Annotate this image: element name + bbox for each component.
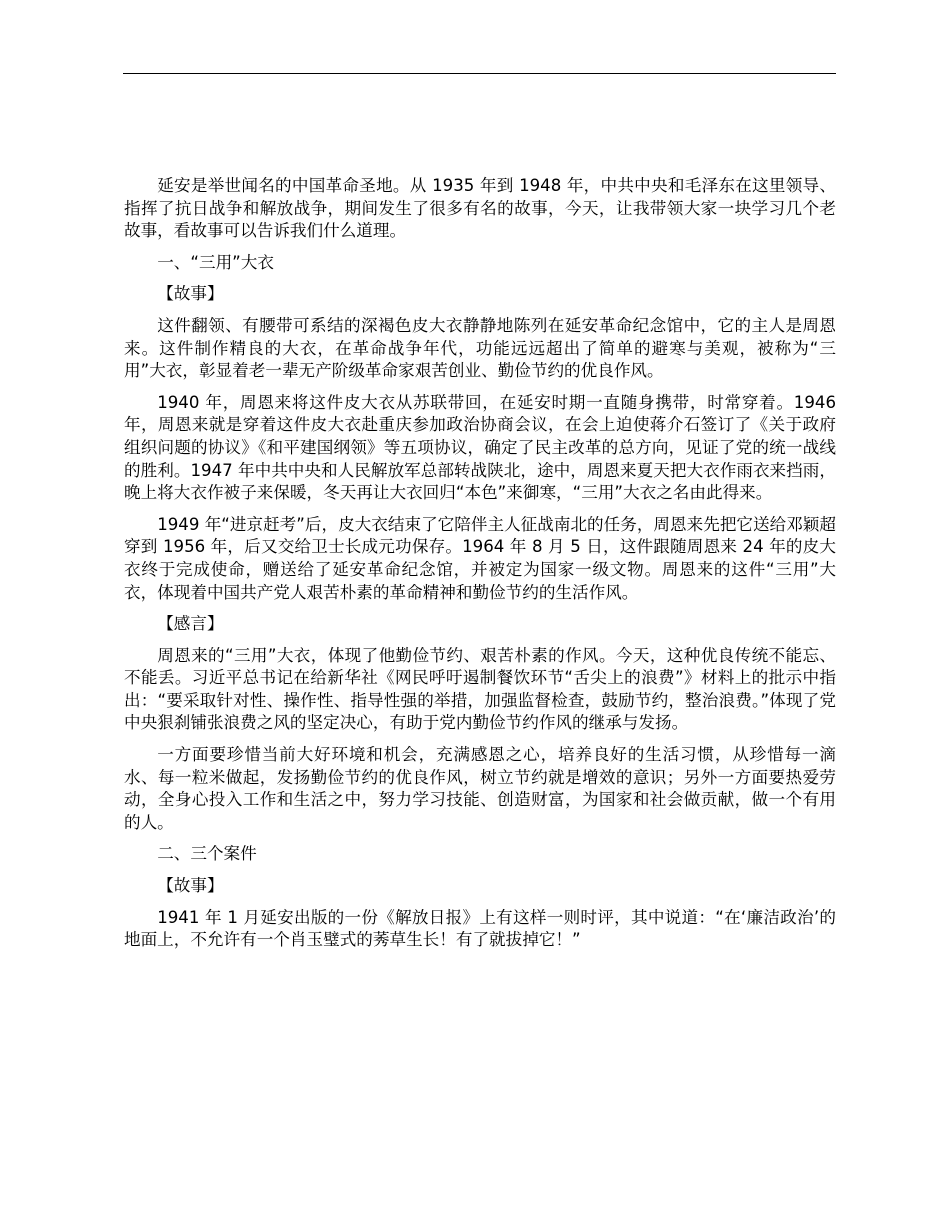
paragraph: 这件翻领、有腰带可系结的深褐色皮大衣静静地陈列在延安革命纪念馆中，它的主人是周恩来。这件制作精良的大衣，在革命战争年代，功能远远超出了简单的避寒与美观，被称为“三用”大衣，彰显着老一辈无产阶级革命家艰苦创业、勤俭节约的优良作风。 (124, 315, 836, 381)
header-rule (123, 73, 836, 74)
document-body (124, 175, 836, 961)
paragraph: 一方面要珍惜当前大好环境和机会，充满感恩之心，培养良好的生活习惯，从珍惜每一滴水、每一粒米做起，发扬勤俭节约的优良作风，树立节约就是增效的意识；另外一方面要热爱劳动，全身心投入工作和生活之中，努力学习技能、创造财富，为国家和社会做贡献，做一个有用的人。 (124, 745, 836, 832)
subheading-story: 【故事】 (157, 876, 224, 896)
paragraph: 1941 年 1 月延安出版的一份《解放日报》上有这样一则时评，其中说道：“在‘廉洁政治’的地面上，不允许有一个肖玉璧式的莠草生长！有了就拔掉它！” (124, 907, 836, 950)
paragraph: 周恩来的“三用”大衣，体现了他勤俭节约、艰苦朴素的作风。今天，这种优良传统不能忘、不能丢。习近平总书记在给新华社《网民呼吁遏制餐饮环节“舌尖上的浪费”》材料上的批示中指出：“要采取针对性、操作性、指导性强的举措，加强监督检查，鼓励节约，整治浪费。”体现了党中央狠刹铺张浪费之风的坚定决心，有助于党内勤俭节约作风的继承与发扬。 (124, 645, 836, 733)
paragraph: 1940 年，周恩来将这件皮大衣从苏联带回，在延安时期一直随身携带，时常穿着。1946 年，周恩来就是穿着这件皮大衣赴重庆参加政治协商会议，在会上迫使蒋介石签订了《关于政府组织问题的协议》《和平建国纲领》等五项协议，确定了民主改革的总方向，见证了党的统一战线的胜利。1947 年中共中央和人民解放军总部转战陕北，途中，周恩来夏天把大衣作雨衣来挡雨，晚上将大衣作被子来保暖，冬天再让大衣回归“本色”来御寒，“三用”大衣之名由此得来。 (124, 392, 836, 503)
section-heading-coat: 一、“三用”大衣 (157, 252, 274, 272)
subheading-reflection: 【感言】 (157, 614, 224, 634)
subheading-story: 【故事】 (157, 284, 224, 304)
paragraph: 1949 年“进京赶考”后，皮大衣结束了它陪伴主人征战南北的任务，周恩来先把它送给邓颖超穿到 1956 年，后又交给卫士长成元功保存。1964 年 8 月 5 日，这件跟随周恩来 24 年的皮大衣终于完成使命，赠送给了延安革命纪念馆，并被定为国家一级文物。周恩来的这件“三用”大衣，体现着中国共产党人艰苦朴素的革命精神和勤俭节约的生活作风。 (124, 514, 836, 602)
section-heading-cases: 二、三个案件 (157, 844, 257, 864)
paragraph-intro: 延安是举世闻名的中国革命圣地。从 1935 年到 1948 年，中共中央和毛泽东在这里领导、指挥了抗日战争和解放战争，期间发生了很多有名的故事，今天，让我带领大家一块学习几个老故事，看故事可以告诉我们什么道理。 (124, 176, 836, 241)
